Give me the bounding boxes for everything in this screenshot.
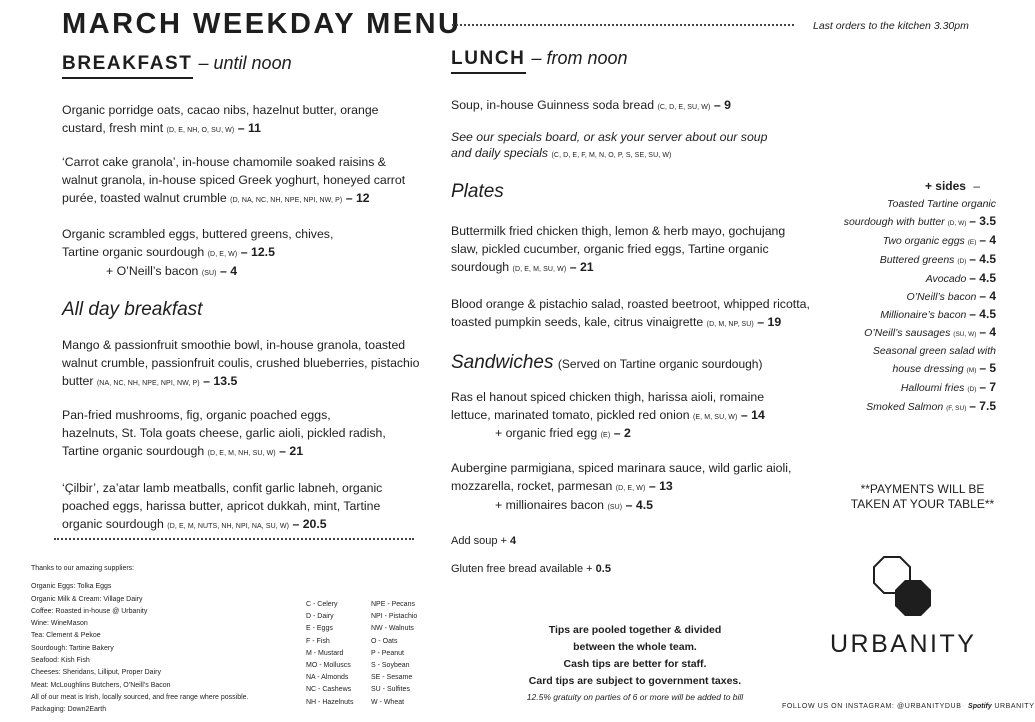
brand-logo-text: URBANITY	[830, 630, 977, 658]
side-item: Smoked Salmon (F, SU) – 7.5	[866, 399, 996, 413]
breakfast-addon-bacon: + O’Neill’s bacon (SU) – 4	[106, 264, 238, 278]
allergen-key-entry: C - Celery	[306, 601, 338, 608]
allergen-key-entry: SE - Sesame	[371, 674, 413, 682]
supplier-line: Organic Eggs: Tolka Eggs	[31, 583, 112, 591]
menu-title: MARCH WEEKDAY MENU	[62, 8, 462, 40]
side-item: Toasted Tartine organic	[887, 198, 996, 210]
side-item: sourdough with butter (D, W) – 3.5	[843, 214, 996, 228]
lunch-specials-note: See our specials board, or ask your server about our soup and daily specials (C, D, E, F, M, N, O, P, S, SE, SU, W)	[451, 130, 768, 160]
supplier-line: Tea: Clement & Pekoe	[31, 632, 101, 640]
overlapping-octagons-icon	[870, 555, 936, 621]
supplier-line: Organic Milk & Cream: Village Dairy	[31, 595, 143, 603]
all-day-item-cilbir: ‘Çilbir’, za’atar lamb meatballs, confit garlic labneh, organic poached eggs, harissa butter, apricot dukkah, mint, Tartine organic sourdough (D, E, M, NUTS, NH, NPI, NA, SU, W) – 20.5	[62, 481, 383, 531]
side-item: O’Neill’s bacon – 4	[906, 289, 996, 303]
lunch-title: LUNCH	[451, 48, 526, 74]
supplier-line: Wine: WineMason	[31, 620, 88, 628]
allergen-key-entry: NPE - Pecans	[371, 601, 415, 608]
lunch-item-soup: Soup, in-house Guinness soda bread (C, D, E, SU, W) – 9	[451, 98, 731, 112]
allergen-key-entry: NW - Walnuts	[371, 625, 414, 633]
side-item: house dressing (M) – 5	[892, 361, 996, 375]
breakfast-item-granola: ‘Carrot cake granola’, in-house chamomile soaked raisins & walnut granola, in-house spiced Greek yoghurt, honeyed carrot purée, toasted walnut crumble (D, NA, NC, NH, NPE, NPI, NW, P) – 12	[62, 155, 406, 205]
gluten-free-note: Gluten free bread available + 0.5	[451, 563, 611, 575]
sandwich-item-aubergine: Aubergine parmigiana, spiced marinara sauce, wild garlic aioli, mozzarella, rocket, parmesan (D, E, W) – 13	[451, 461, 792, 493]
sandwiches-note: (Served on Tartine organic sourdough)	[557, 357, 763, 371]
supplier-line: Meat: McLoughlins Butchers, O’Neill’s Bacon	[31, 681, 171, 689]
payments-notice: **PAYMENTS WILL BE TAKEN AT YOUR TABLE**	[850, 482, 995, 511]
breakfast-heading	[62, 53, 292, 79]
allergen-key-entry: NH - Hazelnuts	[306, 698, 354, 706]
breakfast-title: BREAKFAST	[62, 53, 193, 79]
allergen-key-entry: SU - Sulfites	[371, 686, 410, 694]
suppliers-heading: Thanks to our amazing suppliers:	[31, 565, 135, 572]
allergen-key-entry: F - Fish	[306, 637, 330, 645]
sandwich-addon-bacon: + millionaires bacon (SU) – 4.5	[495, 498, 654, 512]
allergen-key-entry: W - Wheat	[371, 698, 405, 706]
allergen-key-entry: NA - Almonds	[306, 674, 349, 682]
breakfast-item-porridge: Organic porridge oats, cacao nibs, hazelnut butter, orange custard, fresh mint (D, E, NH, O, SU, W) – 11	[62, 103, 379, 135]
sandwiches-heading	[451, 352, 762, 374]
allergen-key-entry: NC - Cashews	[306, 686, 352, 694]
all-day-breakfast-heading: All day breakfast	[62, 299, 203, 320]
instagram-footer	[782, 703, 1035, 710]
allergen-key-entry: P - Peanut	[371, 649, 404, 657]
sandwiches-title: Sandwiches	[451, 352, 554, 373]
all-day-item-smoothie: Mango & passionfruit smoothie bowl, in-house granola, toasted walnut crumble, passionfruit coulis, crushed blueberries, pistachio butter (NA, NC, NH, NPE, NPI, NW, P) – 13.5	[62, 338, 420, 388]
supplier-line: Coffee: Roasted in-house @ Urbanity	[31, 607, 148, 615]
sandwich-item-chicken: Ras el hanout spiced chicken thigh, harissa aioli, romaine lettuce, marinated tomato, pickled red onion (E, M, SU, W) – 14	[451, 390, 765, 422]
allergen-key-entry: MO - Molluscs	[306, 662, 351, 670]
supplier-line: Packaging: Down2Earth	[31, 706, 107, 714]
instagram-handle[interactable]: FOLLOW US ON INSTAGRAM: @URBANITYDUB	[782, 703, 962, 710]
allergen-key-col1	[306, 599, 353, 709]
breakfast-dotted-divider	[54, 538, 414, 540]
spotify-icon: Spotify	[968, 703, 992, 710]
sides-list	[844, 196, 996, 417]
side-item: Seasonal green salad with	[872, 345, 996, 357]
allergen-key-entry: M - Mustard	[306, 649, 344, 657]
side-item: Buttered greens (D) – 4.5	[879, 252, 996, 266]
plates-item-salad: Blood orange & pistachio salad, roasted beetroot, whipped ricotta, toasted pumpkin seeds, kale, citrus vinaigrette (D, M, NP, SU) – 19	[451, 297, 810, 329]
allergen-key-entry: E - Eggs	[306, 625, 333, 633]
side-item: Halloumi fries (D) – 7	[900, 380, 996, 394]
tips-notice: Tips are pooled together & divided between the whole team. Cash tips are better for staff. Card tips are subject to government taxes.	[528, 624, 742, 687]
side-item: Two organic eggs (E) – 4	[882, 233, 996, 247]
supplier-line: Seafood: Kish Fish	[31, 657, 90, 665]
side-item: Avocado – 4.5	[925, 271, 996, 285]
breakfast-subtitle: – until noon	[198, 53, 292, 73]
add-soup-note: Add soup + 4	[451, 535, 517, 547]
breakfast-item-eggs: Organic scrambled eggs, buttered greens, chives, Tartine organic sourdough (D, E, W) – 12.5	[62, 227, 334, 259]
plates-heading: Plates	[451, 181, 504, 202]
sandwich-addon-egg: + organic fried egg (E) – 2	[495, 426, 631, 440]
allergen-key-col2	[371, 599, 417, 709]
allergen-key-entry: D - Dairy	[306, 613, 334, 621]
allergen-key-entry: NPI - Pistachio	[371, 613, 418, 621]
suppliers-list	[31, 563, 249, 717]
allergen-key-entry: O - Oats	[371, 637, 398, 645]
gratuity-note: 12.5% gratuity on parties of 6 or more will be added to bill	[526, 692, 744, 702]
spotify-name[interactable]: URBANITY	[994, 703, 1035, 710]
allergen-key-entry: S - Soybean	[371, 662, 410, 670]
all-day-item-mushrooms: Pan-fried mushrooms, fig, organic poached eggs, hazelnuts, St. Tola goats cheese, garlic aioli, pickled radish, Tartine organic sourdough (D, E, M, NH, SU, W) – 21	[62, 408, 386, 458]
supplier-line: Cheeses: Sheridans, Lilliput, Proper Dairy	[31, 669, 161, 677]
last-orders-note: Last orders to the kitchen 3.30pm	[813, 20, 969, 32]
header-dotted-divider	[452, 24, 794, 26]
plates-item-chicken: Buttermilk fried chicken thigh, lemon & herb mayo, gochujang slaw, pickled cucumber, organic fried eggs, Tartine organic sourdough (D, E, M, SU, W) – 21	[451, 224, 786, 274]
side-item: O’Neill’s sausages (SU, W) – 4	[864, 325, 996, 339]
lunch-subtitle: – from noon	[531, 48, 628, 68]
supplier-line: All of our meat is Irish, locally sourced, and free range where possible.	[31, 693, 249, 701]
lunch-heading	[451, 48, 628, 74]
supplier-line: Sourdough: Tartine Bakery	[31, 644, 114, 652]
sides-heading: + sides –	[924, 179, 980, 193]
side-item: Millionaire’s bacon – 4.5	[880, 307, 996, 321]
